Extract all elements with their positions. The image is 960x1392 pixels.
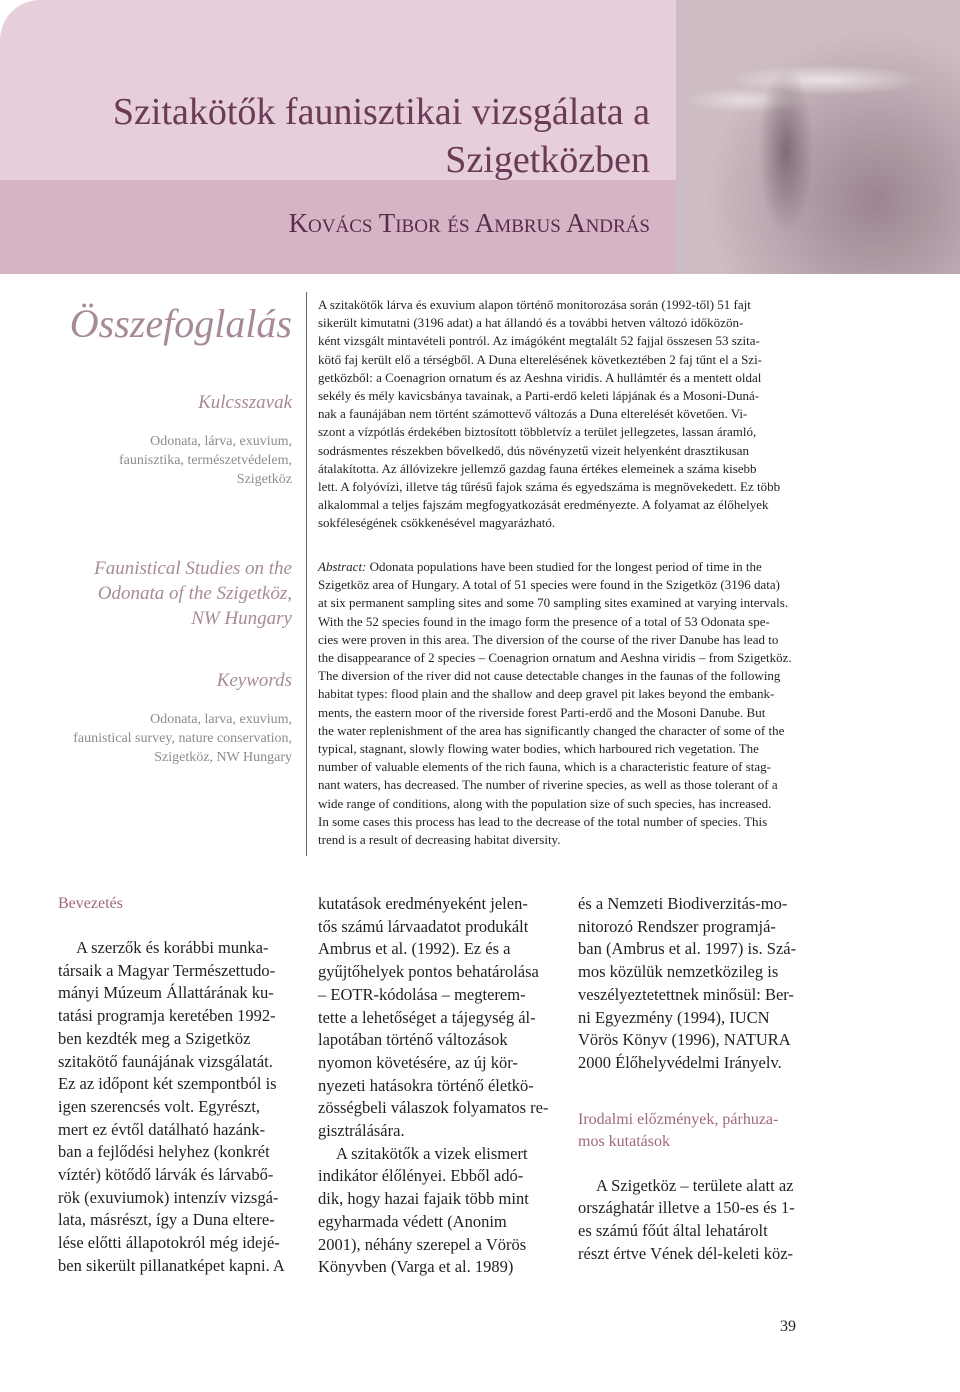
body-line: országhatár illetve a 150-es és 1-: [578, 1198, 795, 1218]
body-line: Könyvben (Varga et al. 1989): [318, 1257, 514, 1277]
en-keyword-line: Szigetköz, NW Hungary: [154, 750, 292, 765]
abstract-line: [318, 558, 814, 576]
en-keyword-line: Odonata, larva, exuvium,: [150, 712, 292, 727]
section-heading-bevezetes: Bevezetés: [58, 895, 123, 912]
authors: Kovács Tibor és Ambrus András: [288, 208, 650, 238]
abstract-line: sokféleségének csökkenésével magyarázható.: [318, 515, 556, 531]
abstract-line: the disappearance of 2 species – Coenagrion ornatum and Aeshna viridis – from Szigetköz.: [318, 650, 792, 666]
abstract-label: Abstract:: [318, 559, 367, 574]
body-line: rök (exuviumok) intenzív vizsgá-: [58, 1187, 279, 1207]
body-line: Ez az időpont két szempontból is: [58, 1074, 277, 1094]
body-line: Ambrus et al. (1992). Ez és a: [318, 939, 511, 959]
body-line: ben sikerült pillanatképet kapni. A: [58, 1255, 285, 1275]
abstract-line: getközből: a Coenagrion ornatum és az Aeshna viridis. A hullámtér és a mentett oldal: [318, 369, 762, 385]
column-3: [578, 893, 810, 1265]
abstract-line: sikerült kimutatni (3196 adat) a hat állandó és a további hetven változó időközön-: [318, 315, 744, 331]
abstract-line: at six permanent sampling sites and some 70 sampling sites examined at varying intervals.: [318, 595, 789, 611]
body-line: indikátor élőlényei. Ebből adó-: [318, 1166, 524, 1186]
abstract-line: In some cases this process has lead to the decrease of the total number of species. This: [318, 813, 768, 829]
en-keywords-heading: Keywords: [216, 670, 292, 691]
abstract-line: With the 52 species found in the imago form the presence of a total of 53 Odonata spe-: [318, 613, 770, 629]
body-line: 2000 Élőhelyvédelmi Irányelv.: [578, 1052, 782, 1072]
body-line: nitorozó Rendszer programjá-: [578, 916, 776, 936]
abstract-line: sodrásmentes részekben bővelkedő, dús növényzetű vizeit helyenként drasztikusan: [318, 442, 750, 458]
body-line: és a Nemzeti Biodiverzitás-mo-: [578, 894, 788, 913]
abstract-line: kötő faj került elő a térségből. A Duna elterelésének következtében 2 faj tűnt el a Szi-: [318, 351, 763, 367]
body-line: igen szerencsés volt. Egyrészt,: [58, 1096, 261, 1116]
body-line: mos közülük nemzetközileg is: [578, 962, 779, 982]
abstract-line: alkalommal a teljes fajszám megfogyatkozását eredményezte. A folyamat az élőhelyek: [318, 497, 769, 513]
body-line: Vörös Könyv (1996), NATURA: [578, 1030, 791, 1050]
body-line: társaik a Magyar Természettudo-: [58, 960, 276, 980]
body-line: ban a fejlődési helyhez (konkrét: [58, 1142, 270, 1162]
english-title-line: Faunistical Studies on the: [94, 558, 292, 579]
abstract-line: the water replenishment of the area has significantly changed the character of some of the: [318, 722, 785, 738]
body-line: – EOTR-kódolása – megterem-: [318, 984, 526, 1004]
body-line: ban (Ambrus et al. 1997) is. Szá-: [578, 939, 797, 959]
abstract-line: átalakította. Az állóvizekre jellemző gazdag fauna értékes elemeinek a száma kisebb: [318, 460, 757, 476]
page-number: 39: [780, 1318, 796, 1335]
body-line: veszélyeztetettnek minősül: Ber-: [578, 984, 794, 1004]
abstract-text: Odonata populations have been studied for the longest period of time in the: [366, 559, 762, 574]
abstract-line: cies were proven in this area. The diversion of the course of the river Danube has lead to: [318, 631, 779, 647]
body-line: részt értve Vének dél-keleti köz-: [578, 1243, 794, 1263]
abstract-line: Szigetköz area of Hungary. A total of 51 species were found in the Szigetköz (3196 data): [318, 577, 780, 593]
abstract-line: szont a vízpótlás érdekében biztosított többletvíz a terület jellegzetes, lassan áramló,: [318, 424, 757, 440]
body-line: es számú főút által lehatárolt: [578, 1221, 768, 1241]
column-1: [58, 893, 296, 1278]
body-line: lapotában történő változások: [318, 1030, 508, 1050]
en-keywords: [40, 710, 292, 767]
body-line: A szitakötők a vizek elismert: [336, 1143, 528, 1163]
abstract-line: lett. A folyóvízi, illetve tág tűrésű fajok száma és egyedszáma is megnövekedett. Ez több: [318, 479, 781, 495]
abstract-hungarian: [318, 296, 814, 533]
hu-keywords-heading: Kulcsszavak: [198, 392, 292, 413]
body-line: tős számú lárvaadatot produkált: [318, 916, 529, 936]
title-line-1: Szitakötők faunisztikai vizsgálata a: [112, 91, 650, 133]
body-line: A szerzők és korábbi munka-: [76, 938, 269, 957]
dragonfly-photo: [676, 0, 960, 274]
body-line: ben kezdték meg a Szigetköz: [58, 1028, 251, 1048]
summary-heading: Összefoglalás: [69, 301, 292, 346]
body-line: szitakötő faunájának vizsgálatát.: [58, 1051, 273, 1071]
body-line: nyezeti hatásokra történő életkö-: [318, 1075, 534, 1095]
abstract-line: sekély és mély kavicsbánya tavainak, a Parti-erdő keleti lápjának és a Mosoni-Duná-: [318, 388, 760, 404]
body-line: víztér) kötődő lárvák és lárvabő-: [58, 1165, 274, 1185]
abstract-line: number of valuable elements of the rich fauna, which is a characteristic feature of stag-: [318, 759, 771, 775]
body-line: lata, másrészt, így a Duna eltere-: [58, 1210, 275, 1230]
body-line: tatási programja keretében 1992-: [58, 1006, 276, 1026]
body-line: mert ez évtől datálható hazánk-: [58, 1119, 266, 1139]
abstract-line: typical, stagnant, slowly flowing water bodies, which harboured rich vegetation. The: [318, 741, 759, 757]
abstract-line: ként vizsgált mintavételi pontról. Az imágóként megtalált 52 fajjal összesen 53 szita-: [318, 333, 760, 349]
abstract-line: nak a faunájában nem történt számottevő változás a Duna elterelését követően. Vi-: [318, 406, 748, 422]
abstract-line: ments, the eastern moor of the riverside forest Parti-erdő and the Mosoni Danube. But: [318, 704, 766, 720]
hu-keyword-line: faunisztika, természetvédelem,: [119, 453, 292, 468]
body-line: dik, hogy hazai fajaik több mint: [318, 1189, 529, 1209]
english-title-line: Odonata of the Szigetköz,: [97, 583, 292, 604]
section-heading-line: mos kutatások: [578, 1132, 670, 1150]
hu-keyword-line: Szigetköz: [236, 472, 292, 487]
abstract-english: [318, 558, 814, 849]
body-line: gisztrálására.: [318, 1121, 405, 1141]
body-line: ni Egyezmény (1994), IUCN: [578, 1007, 770, 1027]
title-line-2: Szigetközben: [445, 139, 650, 181]
body-line: gyűjtőhelyek pontos behatárolása: [318, 962, 539, 982]
abstract-line: trend is a result of decreasing habitat diversity.: [318, 832, 561, 848]
body-line: mányi Múzeum Állattárának ku-: [58, 983, 274, 1003]
body-line: nyomon követésére, az új kör-: [318, 1052, 518, 1072]
abstract-line: The diversion of the river did not cause detectable changes in the faunas of the following: [318, 668, 781, 684]
abstract-line: wide range of conditions, along with the population size of such species, has increased.: [318, 795, 772, 811]
abstract-line: nant waters, has decreased. The number of riverine species, as well as those tolerant of a: [318, 777, 778, 793]
abstract-line: A szitakötők lárva és exuvium alapon történő monitorozása során (1992-től) 51 fajt: [318, 297, 751, 312]
body-line: kutatások eredményeként jelen-: [318, 894, 528, 913]
body-line: zösségbeli válaszok folyamatos re-: [318, 1098, 549, 1118]
body-line: A Szigetköz – területe alatt az: [596, 1175, 794, 1195]
english-title-line: NW Hungary: [191, 608, 292, 629]
column-2: [318, 893, 554, 1279]
hu-keyword-line: Odonata, lárva, exuvium,: [150, 434, 292, 449]
body-line: lése előtti állapotokról még idejé-: [58, 1233, 280, 1253]
vertical-rule: [306, 292, 307, 856]
body-line: 2001), néhány szerepel a Vörös: [318, 1234, 527, 1254]
body-line: tette a lehetőséget a tájegység ál-: [318, 1007, 536, 1027]
en-keyword-line: faunistical survey, nature conservation,: [73, 731, 292, 746]
body-line: egyharmada védett (Anonim: [318, 1211, 507, 1231]
hu-keywords: [40, 432, 292, 489]
english-title: [40, 556, 292, 631]
section-heading-line: Irodalmi előzmények, párhuza-: [578, 1110, 779, 1128]
abstract-line: habitat types: flood plain and the shallow and deep gravel pit lakes beyond the embank-: [318, 686, 775, 702]
